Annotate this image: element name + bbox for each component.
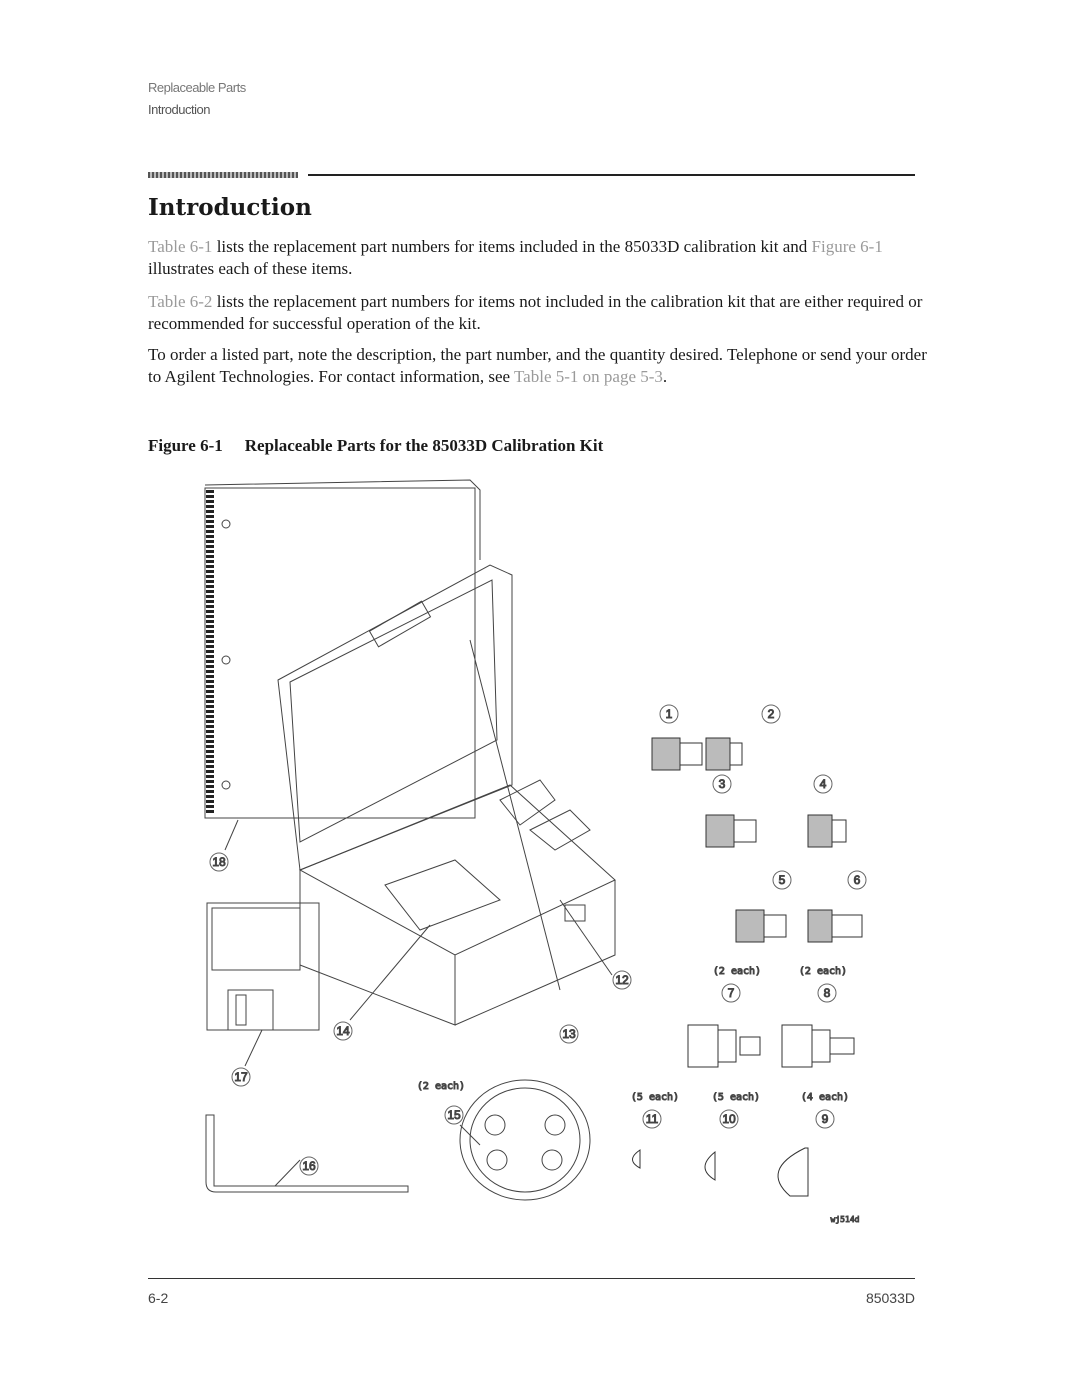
fixture-drawing [460, 1080, 590, 1200]
callout-18: 18 [212, 855, 226, 869]
quantity-9: (4 each) [800, 1092, 850, 1103]
quantity-7: (2 each) [712, 966, 762, 977]
callout-6: 6 [853, 873, 861, 887]
callout-numbers [210, 705, 866, 1175]
callout-14: 14 [336, 1024, 350, 1038]
callout-11: 11 [645, 1112, 659, 1126]
footer-page-number: 6-2 [148, 1290, 169, 1306]
link-table-6-2[interactable]: Table 6-2 [148, 292, 213, 311]
callout-7: 7 [727, 986, 735, 1000]
manual-drawing [205, 480, 480, 850]
callout-8: 8 [823, 986, 831, 1000]
figure-title: Replaceable Parts for the 85033D Calibration Kit [244, 436, 604, 455]
callout-10: 10 [722, 1112, 736, 1126]
paragraph-text: . [662, 367, 668, 386]
callout-3: 3 [718, 777, 726, 791]
figure-number: Figure 6-1 [148, 436, 223, 455]
callout-13: 13 [562, 1027, 576, 1041]
quantity-10: (5 each) [711, 1092, 761, 1103]
quantity-15: (2 each) [416, 1081, 466, 1092]
link-figure-6-1[interactable]: Figure 6-1 [811, 237, 883, 256]
hex-key-drawing [206, 1115, 408, 1192]
drawing-id: wj514d [830, 1215, 860, 1224]
paragraph-text: lists the replacement part numbers for items included in the 85033D calibration kit and [212, 237, 812, 256]
callout-17: 17 [234, 1070, 248, 1084]
running-header-subsection: Introduction [148, 102, 210, 117]
callout-5: 5 [778, 873, 786, 887]
quantity-8: (2 each) [798, 966, 848, 977]
callout-15: 15 [447, 1108, 461, 1122]
callout-16: 16 [302, 1159, 316, 1173]
callout-1: 1 [665, 707, 673, 721]
case-drawing [278, 565, 615, 1025]
callout-circles [210, 705, 866, 1175]
quantity-labels [417, 966, 860, 1224]
footer-rule [148, 1278, 915, 1279]
diskette-drawing [207, 903, 319, 1066]
callout-2: 2 [767, 707, 775, 721]
paragraph-text: lists the replacement part numbers for items not included in the calibration kit that are either required or recommended for successful operation of the kit. [148, 292, 923, 333]
running-header-section: Replaceable Parts [148, 80, 246, 95]
page-title: Introduction [148, 194, 312, 221]
callout-12: 12 [615, 973, 629, 987]
paragraph-text: To order a listed part, note the description, the part number, and the quantity desired. Telephone or send your order to Agilent Technologies. For contact information, see [148, 345, 927, 386]
quantity-11: (5 each) [630, 1092, 680, 1103]
callout-4: 4 [819, 777, 827, 791]
callout-9: 9 [821, 1112, 829, 1126]
link-table-5-1[interactable]: Table 5-1 on page 5-3 [513, 367, 663, 386]
link-table-6-1[interactable]: Table 6-1 [148, 237, 213, 256]
footer-model: 85033D [865, 1290, 915, 1306]
paragraph-text: illustrates each of these items. [148, 259, 353, 278]
